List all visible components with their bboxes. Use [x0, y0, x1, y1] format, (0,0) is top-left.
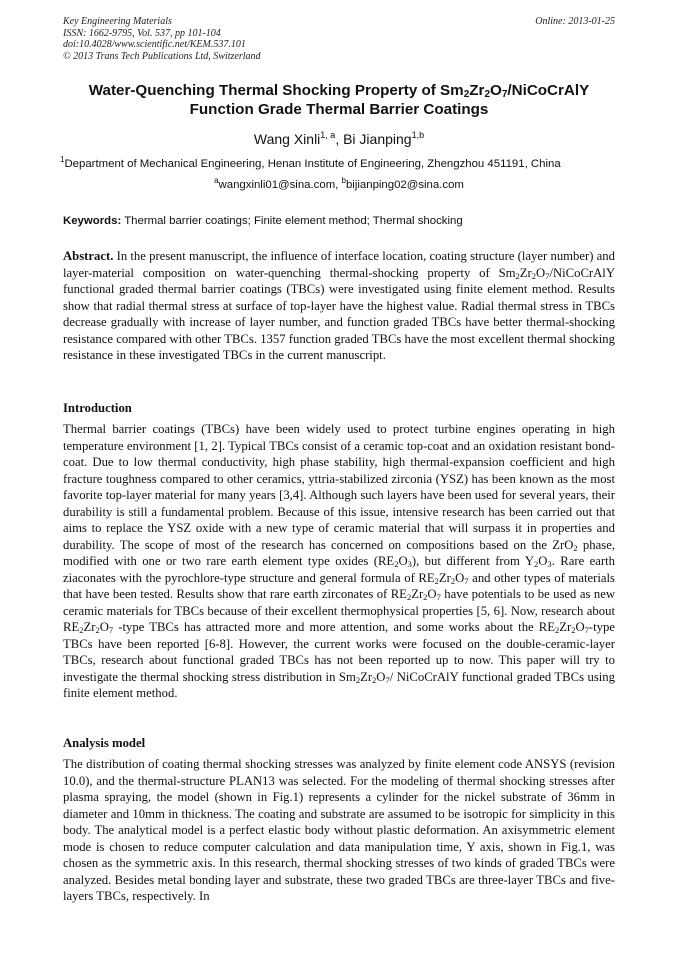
formula-sub: 7 — [545, 270, 550, 281]
formula-sub: 7 — [464, 575, 469, 586]
keywords-label: Keywords: — [63, 215, 122, 227]
author-sup: 1,b — [411, 130, 425, 140]
formula-text: O — [99, 620, 109, 634]
introduction-paragraph — [63, 421, 615, 702]
formula-text: O — [575, 620, 585, 634]
formula-sub: 3 — [547, 559, 552, 569]
formula-sub: 2 — [95, 625, 100, 635]
online-date: Online: 2013-01-25 — [535, 16, 615, 27]
abstract-text: In the present manuscript, the influence of interface location, coating structure (layer number) and layer-material composition on water-quenching thermal-shocking property of Sm — [63, 249, 615, 280]
formula-text: O — [538, 554, 548, 568]
title-sub: 2 — [484, 89, 491, 100]
author-emails — [0, 178, 678, 193]
formula-sub: 2 — [573, 542, 578, 553]
formula-text: O — [398, 554, 408, 568]
body-text: Thermal barrier coatings (TBCs) have been widely used to protect turbine engines operating in high temperature environment [1, 2]. Typical TBCs consist of a ceramic top-coat and an oxidation resistant bond-coat. Due to low thermal conductivity, high phase stability, high thermal-expansion coefficient and high fracture toughness compared to other ceramics, yttria-stabilized zirconia (YSZ) has been known as the most favorite top-layer material for many years [3,4]. Although such layers have been used for several years, their durability is still a fundamental problem. Because of this issue, intensive research has been carried out that aims to replace the YSZ oxide with a new type of ceramic material that will surpass it in properties and durability. The scope of most of the research has concerned on compositions based on the ZrO — [63, 422, 615, 552]
formula-sub: 2 — [423, 592, 428, 602]
author-list — [0, 130, 678, 148]
body-text: . Rare earth ziaconates with the pyrochlore-type structure and general formula of RE — [63, 554, 615, 585]
formula-sub: 2 — [533, 559, 539, 569]
keywords — [63, 214, 615, 229]
formula-sub: 2 — [450, 575, 456, 586]
formula-text: Zr — [519, 265, 532, 280]
formula-text: O — [536, 265, 546, 280]
title-text: O — [490, 82, 502, 99]
formula-sub: 3 — [407, 559, 412, 569]
formula-text: Zr — [411, 587, 424, 601]
title-sub: 2 — [463, 89, 470, 100]
body-text: -type TBCs have been reported [6-8]. However, the current works were focused on the double-ceramic-layer TBCs, research about functional graded TBCs has not been reported up to now. This paper will try to investigate the thermal shocking stress distribution in Sm — [63, 620, 615, 684]
title-sub: 7 — [501, 89, 508, 100]
formula-sub: 2 — [406, 592, 412, 602]
abstract — [63, 248, 615, 364]
email-sup: b — [341, 176, 346, 185]
journal-name: Key Engineering Materials — [63, 16, 172, 27]
formula-sub: 2 — [531, 270, 537, 281]
title-text: /NiCoCrAlY — [507, 82, 590, 99]
affiliation — [60, 157, 630, 172]
body-text: phase, modified with one or two rare earth element type oxides (RE — [63, 537, 615, 568]
section-heading-analysis-model: Analysis model — [63, 736, 146, 750]
journal-copyright: © 2013 Trans Tech Publications Ltd, Switzerland — [63, 50, 261, 62]
paper-title — [40, 81, 638, 119]
formula-sub: 7 — [108, 625, 114, 635]
formula-sub: 2 — [555, 625, 560, 635]
body-text: -type TBCs has attracted more and more attention, and some works about the RE — [113, 620, 556, 634]
formula-text: O — [455, 570, 465, 585]
email-link[interactable]: bijianping02@sina.com — [345, 179, 464, 191]
formula-sub: 2 — [394, 559, 399, 569]
formula-sub: 7 — [436, 592, 441, 602]
formula-sub: 2 — [79, 625, 84, 635]
formula-text: Zr — [559, 620, 572, 634]
formula-text: O — [427, 587, 437, 601]
affiliation-text: Department of Mechanical Engineering, Henan Institute of Engineering, Zhengzhou 451191, China — [64, 158, 561, 170]
body-text: ), but different from Y — [411, 554, 534, 568]
author-separator: , — [335, 131, 344, 147]
author-name: Wang Xinli — [253, 131, 321, 147]
abstract-label: Abstract. — [63, 249, 114, 263]
title-text: Zr — [469, 82, 485, 99]
formula-sub: 2 — [372, 674, 377, 685]
title-line-2: Function Grade Thermal Barrier Coatings — [189, 101, 489, 118]
formula-sub: 2 — [355, 674, 361, 685]
formula-text: Zr — [360, 669, 373, 684]
author-sup: 1, a — [320, 130, 336, 140]
formula-text: O — [376, 669, 386, 684]
formula-sub: 2 — [571, 625, 576, 635]
formula-sub: 2 — [515, 270, 520, 281]
formula-text: Zr — [83, 620, 96, 634]
email-link[interactable]: wangxinli01@sina.com, — [218, 179, 342, 191]
formula-sub: 7 — [385, 674, 390, 685]
journal-issn: ISSN: 1662-9795, Vol. 537, pp 101-104 — [63, 27, 221, 39]
body-text: / NiCoCrAlY functional graded TBCs using finite element method. — [63, 669, 615, 700]
section-heading-introduction: Introduction — [63, 401, 132, 415]
email-sup: a — [214, 176, 219, 185]
formula-sub: 2 — [434, 575, 439, 586]
formula-text: Zr — [438, 570, 451, 585]
abstract-text: /NiCoCrAlY functional graded thermal barrier coatings (TBCs) were investigated using finite element method. Results show that radial thermal stress at surface of top-layer have the highest value. Radial thermal stress in TBCs decrease gradually with increase of layer number, and function graded TBCs have better thermal-shocking resistance compared with other TBCs. 1357 function graded TBCs have the most excellent thermal shocking resistance in these investigated TBCs in the current manuscript. — [63, 265, 615, 362]
body-text: have potentials to be used as new ceramic materials for TBCs because of their excellent thermophysical properties [5, 6]. Now, research about RE — [63, 587, 615, 634]
analysis-model-paragraph: The distribution of coating thermal shocking stresses was analyzed by finite element code ANSYS (revision 10.0), and the thermal-structure PLAN13 was selected. For the modeling of thermal shocking stresses after plasma spraying, the model (shown in Fig.1) represents a cylinder for the nickel substrate of 36mm in diameter and 10mm in thickness. The coating and substrate are assumed to be isotropic for simplicity in this body. The analytical model is a perfect elastic body without plastic deformation. An axisymmetric element mode is chosen to reduce computer calculation and data manipulation time, Y axis, shown in Fig.1, was chosen as the symmetric axis. In this research, thermal shocking stresses of two kinds of graded TBCs were analyzed. Besides metal bonding layer and substrate, these two graded TBCs are three-layer TBCs and five-layers TBCs, respectively. In — [63, 757, 615, 903]
affiliation-sup: 1 — [60, 155, 65, 164]
journal-doi: doi:10.4028/www.scientific.net/KEM.537.101 — [63, 39, 246, 50]
author-name: Bi Jianping — [343, 131, 412, 147]
keywords-text: Thermal barrier coatings; Finite element method; Thermal shocking — [121, 215, 463, 227]
body-text: and other types of materials that have been tested. Results show that rare earth zirconates of RE — [63, 570, 615, 601]
journal-header — [63, 16, 615, 62]
title-text: Water-Quenching Thermal Shocking Property of Sm — [88, 82, 464, 99]
formula-sub: 7 — [584, 625, 589, 635]
